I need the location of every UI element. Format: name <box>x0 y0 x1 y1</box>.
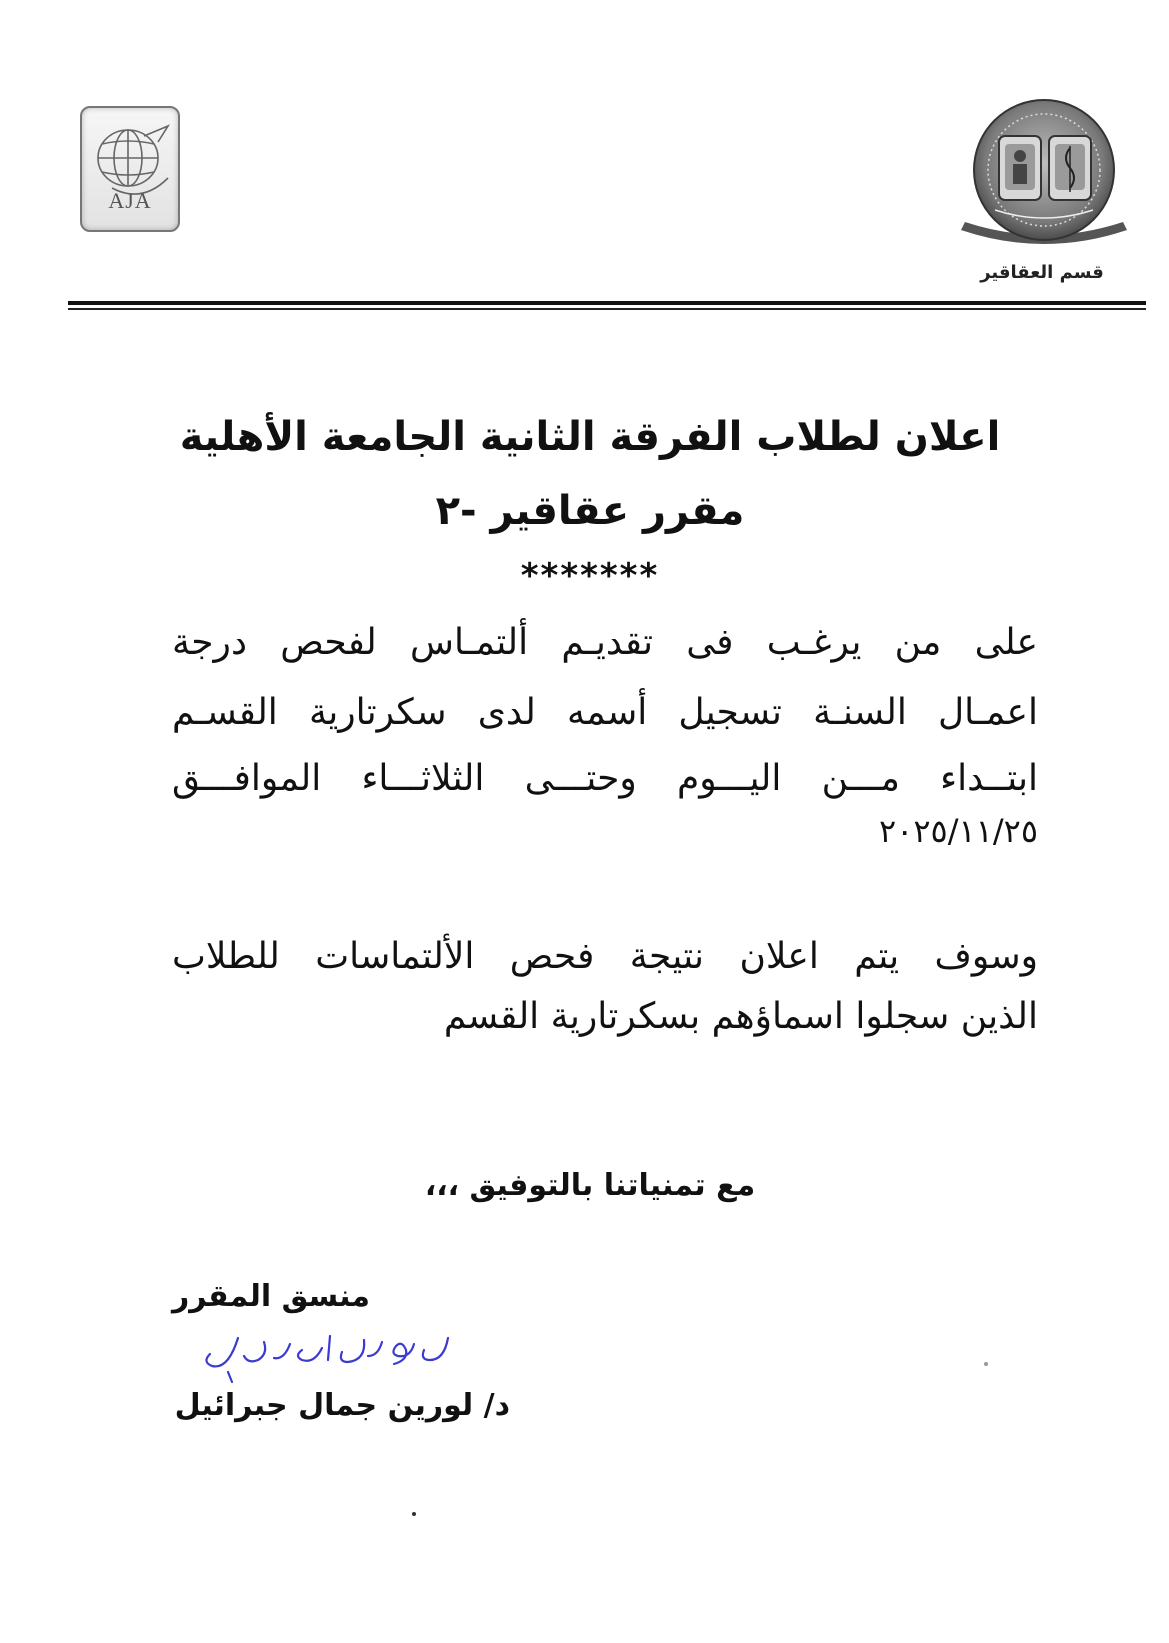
deadline-date: ٢٠٢٥/١١/٢٥ <box>878 812 1038 850</box>
body-line: وسوف يتم اعلان نتيجة فحص الألتماسات للطلاب <box>172 936 1038 977</box>
body-line: اعمـال السنـة تسجيل أسمه لدى سكرتارية القسـم <box>172 692 1038 733</box>
university-seal-icon <box>955 98 1133 258</box>
header-divider-thin <box>68 308 1146 310</box>
coordinator-name: د/ لورين جمال جبرائيل <box>174 1388 510 1423</box>
aja-logo <box>80 106 180 232</box>
body-line: على من يرغـب فى تقديـم ألتمـاس لفحص درجة <box>172 622 1038 663</box>
scan-speck <box>984 1362 988 1366</box>
body-line: الذين سجلوا اسماؤهم بسكرتارية القسم <box>443 996 1038 1037</box>
scan-speck <box>412 1512 416 1516</box>
department-label: قسم العقاقير <box>980 262 1104 283</box>
course-title: مقرر عقاقير -٢ <box>435 488 745 534</box>
closing-wish: مع تمنياتنا بالتوفيق ،،، <box>424 1168 756 1203</box>
separator-stars: ******* <box>520 556 660 596</box>
coordinator-role: منسق المقرر <box>171 1279 370 1314</box>
aja-logo-text: AJA <box>108 188 152 213</box>
body-line: ابتــداء مـــن اليـــوم وحتـــى الثلاثـــاء الموافـــق <box>172 758 1038 799</box>
handwritten-signature <box>198 1320 478 1390</box>
announcement-title: اعلان لطلاب الفرقة الثانية الجامعة الأهلية <box>179 414 1001 460</box>
header-divider <box>68 301 1146 305</box>
